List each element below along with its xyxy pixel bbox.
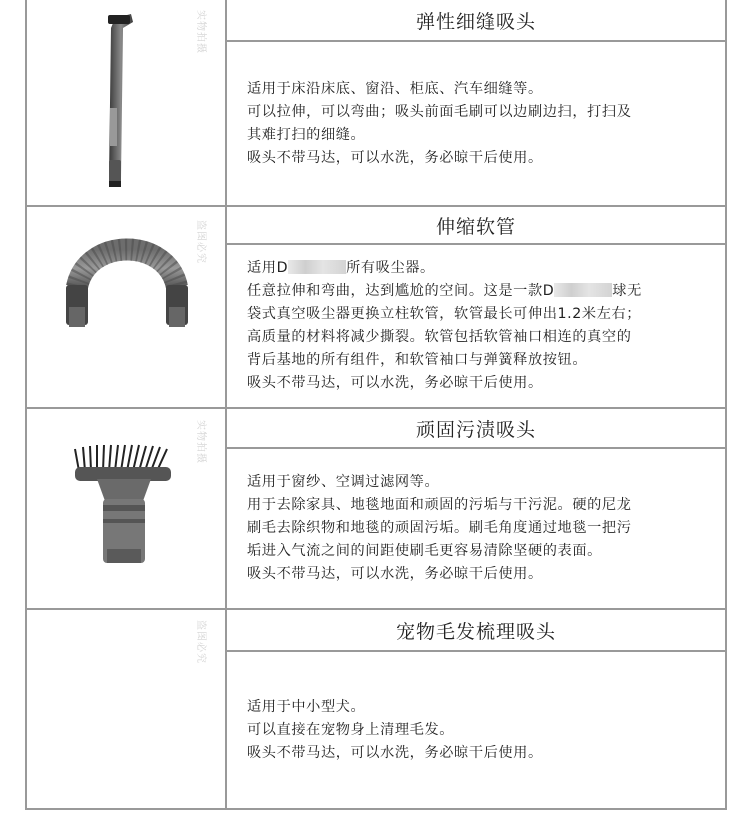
- desc-line: 垢进入气流之间的间距使刷毛更容易清除坚硬的表面。: [247, 543, 602, 559]
- desc-line: 适用于窗纱、空调过滤网等。: [247, 474, 440, 490]
- product-description: [227, 652, 725, 808]
- redacted-brand: [554, 283, 612, 297]
- product-description: [227, 42, 725, 205]
- product-description: [227, 449, 725, 608]
- product-title: 弹性细缝吸头: [227, 0, 725, 42]
- desc-line: 袋式真空吸尘器更换立柱软管，软管最长可伸出1.2米左右；: [247, 306, 642, 322]
- watermark: 盗图必究: [195, 220, 206, 264]
- desc-line: 适用D 所有吸尘器。: [247, 260, 435, 276]
- product-row: [27, 407, 725, 608]
- product-table: [25, 0, 727, 810]
- desc-line: 吸头不带马达，可以水洗，务必晾干后使用。: [247, 566, 543, 582]
- redacted-brand: [288, 260, 346, 274]
- product-row: [27, 205, 725, 407]
- desc-line: 用于去除家具、地毯地面和顽固的污垢与干污泥。硬的尼龙: [247, 497, 632, 513]
- desc-line: 刷毛去除织物和地毯的顽固污垢。刷毛角度通过地毯一把污: [247, 520, 632, 536]
- desc-line: 吸头不带马达，可以水洗，务必晾干后使用。: [247, 744, 543, 761]
- desc-line: 背后基地的所有组件，和软管袖口与弹簧释放按钮。: [247, 352, 588, 368]
- desc-line: 其难打扫的细缝。: [247, 126, 366, 143]
- desc-line: 可以直接在宠物身上清理毛发。: [247, 721, 455, 738]
- desc-line: 吸头不带马达，可以水洗，务必晾干后使用。: [247, 375, 543, 391]
- product-title: 顽固污渍吸头: [227, 409, 725, 449]
- desc-line: 任意拉伸和弯曲，达到尴尬的空间。这是一款D 球无: [247, 283, 642, 299]
- product-title: 伸缩软管: [227, 207, 725, 245]
- desc-line: 可以拉伸，可以弯曲；吸头前面毛刷可以边刷边扫，打扫及: [247, 103, 632, 120]
- desc-line: 适用于中小型犬。: [247, 698, 366, 715]
- watermark: 盗图必究: [195, 620, 206, 664]
- desc-line: 适用于床沿床底、窗沿、柜底、汽车细缝等。: [247, 80, 543, 97]
- desc-line: 吸头不带马达，可以水洗，务必晾干后使用。: [247, 149, 543, 166]
- product-title: 宠物毛发梳理吸头: [227, 610, 725, 652]
- watermark: 实物拍摄: [195, 10, 206, 54]
- watermark: 实物拍摄: [195, 420, 206, 464]
- desc-line: 高质量的材料将减少撕裂。软管包括软管袖口相连的真空的: [247, 329, 632, 345]
- product-description: [227, 245, 725, 407]
- product-row: [27, 608, 725, 810]
- product-row: [27, 0, 725, 205]
